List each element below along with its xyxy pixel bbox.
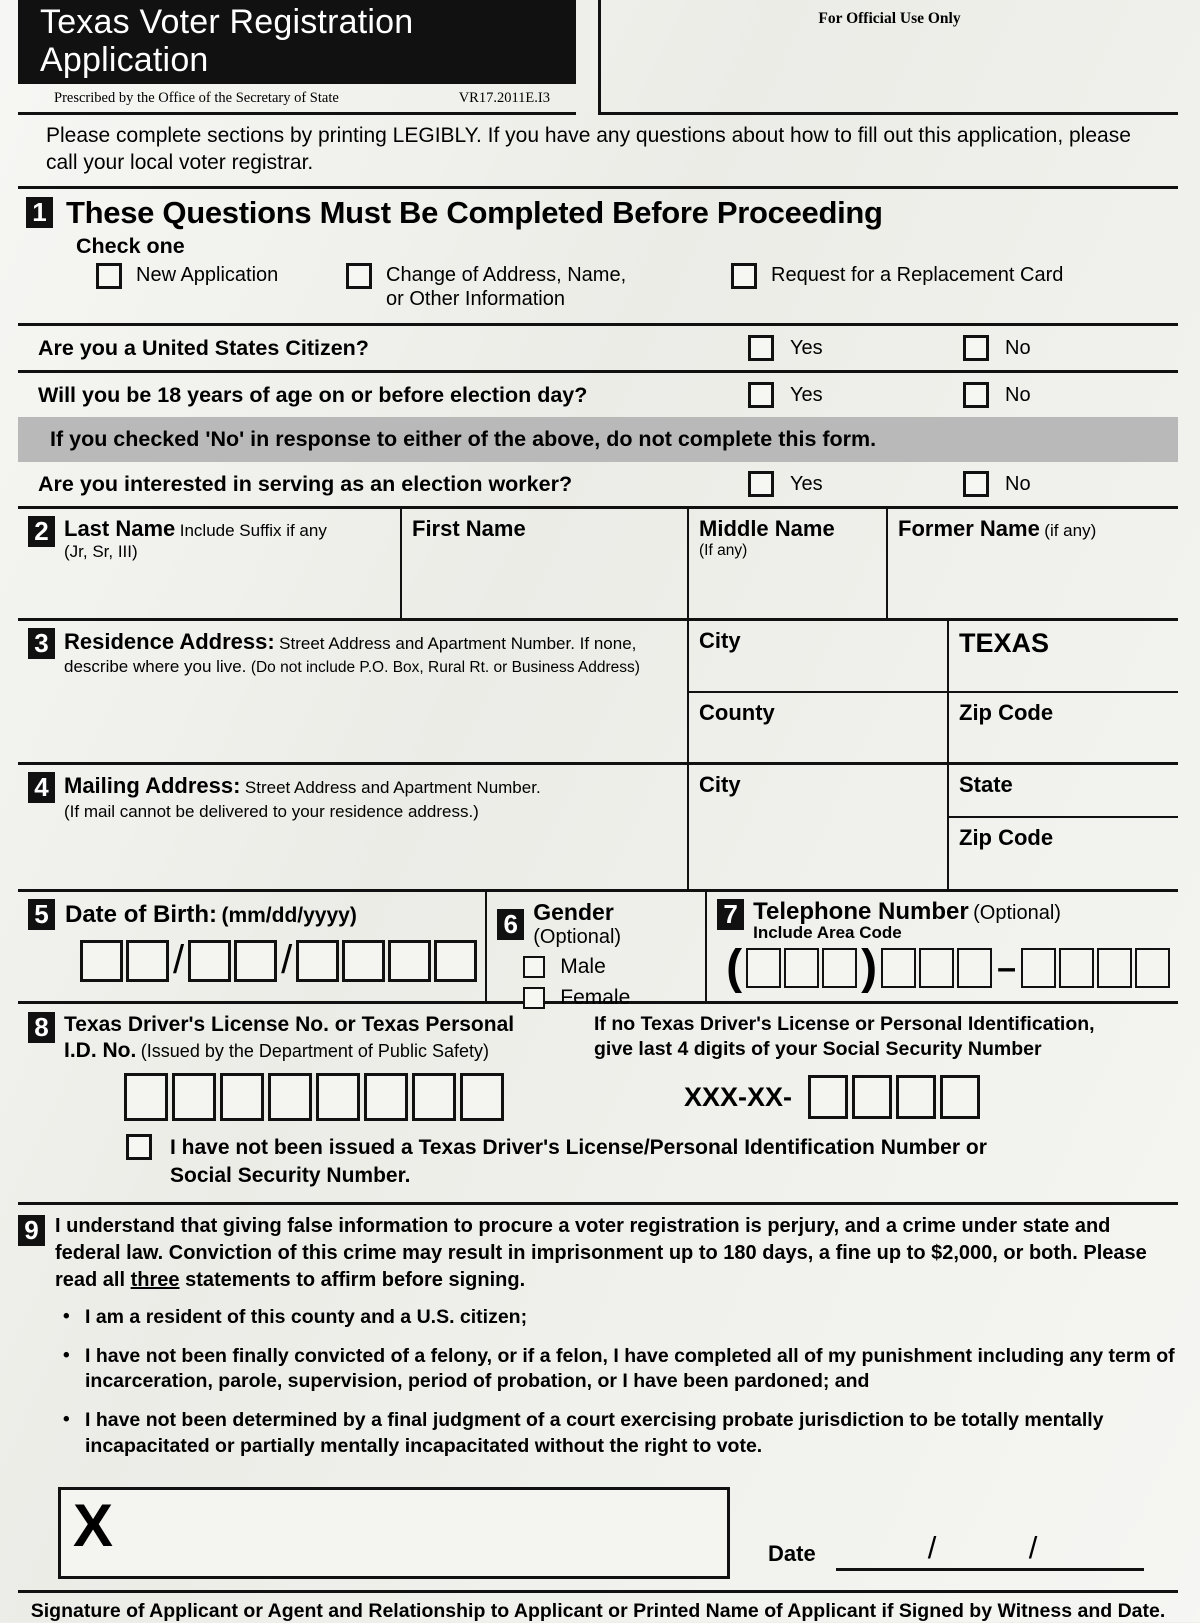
checkbox-replacement-card[interactable] <box>731 263 757 289</box>
label-no-id-line1: I have not been issued a Texas Driver's License/Personal Identification Number or <box>170 1136 987 1160</box>
checkbox-age-yes[interactable] <box>748 382 774 408</box>
sub-label-include-area-code: Include Area Code <box>753 923 902 943</box>
affirmation-statement-2: • I have not been finally convicted of a felony, or if a felon, I have completed all of my punishment including any term of incarceration, parole, supervision, period of probation, or I have been pardoned; and <box>55 1344 1178 1395</box>
label-last-name: Last Name <box>64 516 176 542</box>
dl-box-6[interactable] <box>364 1073 408 1121</box>
value-residence-state: TEXAS <box>959 628 1050 659</box>
label-mailing-state: State <box>959 772 1013 798</box>
date-slash-2: / <box>1028 1529 1038 1565</box>
check-one-label: Check one <box>76 233 185 258</box>
label-residence-address: Residence Address: <box>64 629 275 655</box>
ssn-note-line2: give last 4 digits of your Social Security Number <box>594 1038 1042 1061</box>
label-drivers-license-line1: Texas Driver's License No. or Texas Personal <box>64 1013 515 1037</box>
label-date-of-birth: Date of Birth: <box>65 900 217 928</box>
residence-city-county-column <box>687 621 947 762</box>
field-mailing-address[interactable] <box>18 765 687 889</box>
label-citizen-no: No <box>1005 336 1031 359</box>
question-citizen-text: Are you a United States Citizen? <box>38 335 369 360</box>
question-citizen-no[interactable] <box>963 335 1178 361</box>
label-date: Date <box>768 1540 816 1566</box>
question-election-worker-yes[interactable] <box>748 471 963 497</box>
affirmation-intro <box>55 1213 1178 1294</box>
question-election-worker-text: Are you interested in serving as an election worker? <box>38 471 573 496</box>
checkbox-gender-male[interactable] <box>523 956 545 978</box>
telephone-area-box-1[interactable] <box>746 948 781 988</box>
option-replacement-card[interactable] <box>731 263 1063 311</box>
section-9 <box>18 1202 1178 1579</box>
label-telephone: Telephone Number <box>753 898 969 926</box>
telephone-prefix-box-1[interactable] <box>881 948 916 988</box>
section-1 <box>18 189 1178 506</box>
field-residence-city[interactable] <box>689 621 947 693</box>
label-new-application: New Application <box>136 263 279 286</box>
section-6 <box>485 892 705 1010</box>
telephone-area-box-2[interactable] <box>784 948 819 988</box>
checkbox-election-worker-yes[interactable] <box>748 471 774 497</box>
ssn-box-3[interactable] <box>896 1075 936 1119</box>
warning-banner: If you checked 'No' in response to either of the above, do not complete this form. <box>18 417 1178 462</box>
label-election-worker-yes: Yes <box>790 472 823 495</box>
question-age-text: Will you be 18 years of age on or before election day? <box>38 382 588 407</box>
label-gender: Gender <box>533 899 614 926</box>
dob-month-box-2[interactable] <box>126 940 169 982</box>
checkbox-no-id[interactable] <box>126 1134 152 1160</box>
checkbox-age-no[interactable] <box>963 382 989 408</box>
section-8-number: 8 <box>28 1012 55 1043</box>
section-5-number: 5 <box>28 899 55 930</box>
field-residence-address[interactable] <box>18 621 687 762</box>
dob-year-box-1[interactable] <box>296 940 339 982</box>
telephone-boxes[interactable] <box>717 940 1170 994</box>
date-slash-1: / <box>927 1529 937 1565</box>
dl-box-4[interactable] <box>268 1073 312 1121</box>
question-age <box>18 373 1178 417</box>
section-5 <box>18 892 485 1001</box>
checkbox-citizen-yes[interactable] <box>748 335 774 361</box>
affirmation-statement-1: • I am a resident of this county and a U.S. citizen; <box>55 1305 1178 1331</box>
affirmation-statements <box>55 1305 1178 1460</box>
field-residence-zip[interactable] <box>949 693 1178 762</box>
field-residence-county[interactable] <box>689 693 947 762</box>
affirmation-statement-3: • I have not been determined by a final judgment of a court exercising probate jurisdiction to be totally mentally incapacitated or partially mentally incapacitated without the right to vote. <box>55 1408 1178 1459</box>
option-new-application[interactable] <box>96 263 346 311</box>
telephone-dash: – <box>997 948 1016 987</box>
ssn-mask-label: XXX-XX- <box>684 1081 793 1112</box>
telephone-line-box-3[interactable] <box>1097 948 1132 988</box>
dob-day-box-2[interactable] <box>234 940 277 982</box>
dl-box-5[interactable] <box>316 1073 360 1121</box>
affirmation-intro-part2: statements to affirm before signing. <box>179 1268 526 1291</box>
label-age-yes: Yes <box>790 383 823 406</box>
section-9-content <box>45 1213 1178 1473</box>
hint-last-name-suffix: Include Suffix if any <box>179 521 327 541</box>
date-input-line[interactable] <box>836 1529 1144 1571</box>
affirmation-intro-part1: I understand that giving false information to procure a voter registration is perjury, and a crime under state and federal law. Conviction of this crime may result in imprisonment up to 180 days, a fine up to $2,000, or both. Please read all <box>55 1214 1147 1291</box>
desc-mailing-address-2: (If mail cannot be delivered to your residence address.) <box>64 801 479 821</box>
date-of-birth-boxes[interactable] <box>28 930 477 983</box>
question-citizen-yes[interactable] <box>748 335 963 361</box>
signature-area <box>18 1473 1178 1579</box>
field-last-name[interactable] <box>18 509 400 618</box>
telephone-prefix-box-2[interactable] <box>919 948 954 988</box>
option-gender-male[interactable] <box>497 949 697 979</box>
prescribed-by-text: Prescribed by the Office of the Secretary of State <box>54 90 339 107</box>
dl-box-8[interactable] <box>460 1073 504 1121</box>
section-8 <box>18 1001 1178 1202</box>
section-7-header <box>717 899 1170 943</box>
field-mailing-zip[interactable] <box>949 818 1178 889</box>
question-citizen <box>18 326 1178 370</box>
section-1-header <box>18 189 1178 231</box>
prescribed-line <box>18 84 576 115</box>
desc-mailing-address: Street Address and Apartment Number. <box>244 778 541 798</box>
official-use-label: For Official Use Only <box>818 10 961 27</box>
label-mailing-city: City <box>699 772 741 798</box>
dob-month-box-1[interactable] <box>80 940 123 982</box>
hint-former-name: (if any) <box>1044 521 1097 541</box>
signature-field[interactable] <box>58 1487 730 1579</box>
hint-last-name-suffix-examples: (Jr, Sr, III) <box>64 542 138 562</box>
dob-separator-2: / <box>281 938 293 983</box>
dob-year-box-2[interactable] <box>342 940 385 982</box>
ssn-box-2[interactable] <box>852 1075 892 1119</box>
checkbox-gender-female[interactable] <box>523 987 545 1009</box>
desc-residence-address: Street Address and Apartment Number. If none, describe where you live. <box>64 634 637 676</box>
header-left <box>0 0 598 115</box>
telephone-prefix-box-3[interactable] <box>957 948 992 988</box>
ssn-note-block <box>578 1012 1178 1063</box>
section-7 <box>705 892 1178 1001</box>
telephone-line-box-1[interactable] <box>1021 948 1056 988</box>
section-8-header-row <box>18 1004 1178 1063</box>
form-code: VR17.2011E.I3 <box>458 90 550 107</box>
form-header <box>0 0 1200 115</box>
application-type-options <box>18 263 1178 323</box>
question-age-no[interactable] <box>963 382 1178 408</box>
section-2-number: 2 <box>28 516 55 547</box>
section-7-number: 7 <box>717 899 744 930</box>
dl-box-1[interactable] <box>124 1073 168 1121</box>
section-4-number: 4 <box>28 772 55 803</box>
ssn-box-1[interactable] <box>808 1075 848 1119</box>
field-first-name[interactable] <box>400 509 687 618</box>
dob-separator-1: / <box>173 938 185 983</box>
date-field-group <box>730 1529 1144 1579</box>
label-mailing-zip: Zip Code <box>959 825 1054 851</box>
dl-box-2[interactable] <box>172 1073 216 1121</box>
checkbox-citizen-no[interactable] <box>963 335 989 361</box>
label-change-of-address <box>386 263 626 311</box>
section-6-header <box>497 899 697 949</box>
label-residence-city: City <box>699 628 741 654</box>
ssn-box-4[interactable] <box>940 1075 980 1119</box>
section-1-title: These Questions Must Be Completed Before Proceeding <box>66 194 883 230</box>
dob-year-box-4[interactable] <box>434 940 477 982</box>
telephone-close-paren: ) <box>861 940 878 994</box>
dl-box-7[interactable] <box>412 1073 456 1121</box>
label-no-id-line2: Social Security Number. <box>170 1163 411 1187</box>
section-2 <box>18 506 1178 618</box>
option-change-of-address[interactable] <box>346 263 731 311</box>
label-replacement-card: Request for a Replacement Card <box>771 263 1064 286</box>
field-mailing-city[interactable] <box>687 765 947 889</box>
signature-caption: Signature of Applicant or Agent and Relationship to Applicant or Printed Name of Applicant if Signed by Witness and Date. <box>18 1590 1178 1623</box>
signature-x-mark: X <box>73 1491 114 1559</box>
dob-day-box-1[interactable] <box>188 940 231 982</box>
question-election-worker-no[interactable] <box>963 471 1178 497</box>
sections-5-6-7 <box>18 889 1178 1010</box>
ssn-note-line1: If no Texas Driver's License or Personal Identification, <box>594 1013 1095 1036</box>
mailing-state-zip-column <box>947 765 1178 889</box>
label-first-name: First Name <box>412 516 526 542</box>
label-change-line2: or Other Information <box>386 287 565 310</box>
dob-year-box-3[interactable] <box>388 940 431 982</box>
hint-middle-name: (If any) <box>699 542 748 560</box>
checkbox-change-of-address[interactable] <box>346 263 372 289</box>
section-6-number: 6 <box>497 909 524 940</box>
label-former-name: Former Name <box>898 516 1040 542</box>
label-age-no: No <box>1005 383 1031 406</box>
hint-telephone-optional: (Optional) <box>973 902 1061 925</box>
section-8-boxes-row <box>18 1063 1178 1121</box>
hint-gender-optional: (Optional) <box>533 926 622 949</box>
label-residence-county: County <box>699 700 775 726</box>
checkbox-new-application[interactable] <box>96 263 122 289</box>
telephone-open-paren: ( <box>726 940 743 994</box>
dl-box-3[interactable] <box>220 1073 264 1121</box>
label-election-worker-no: No <box>1005 472 1031 495</box>
page-title: Texas Voter Registration Application <box>18 0 576 84</box>
label-residence-zip: Zip Code <box>959 700 1054 726</box>
field-residence-state <box>949 621 1178 693</box>
residence-state-zip-column <box>947 621 1178 762</box>
section-9-number: 9 <box>18 1215 45 1246</box>
section-5-header <box>28 899 477 930</box>
section-8-label-block <box>18 1012 578 1063</box>
option-gender-female[interactable] <box>497 979 697 1010</box>
label-mailing-address: Mailing Address: <box>64 773 241 799</box>
label-gender-male: Male <box>560 955 606 979</box>
telephone-area-box-3[interactable] <box>822 948 857 988</box>
instructions-text: Please complete sections by printing LEGIBLY. If you have any questions about how to fill out this application, please call your local voter registrar. <box>18 115 1178 189</box>
label-gender-female: Female <box>560 986 631 1010</box>
question-age-yes[interactable] <box>748 382 963 408</box>
format-date-of-birth: (mm/dd/yyyy) <box>221 903 357 927</box>
field-middle-name[interactable] <box>687 509 886 618</box>
telephone-line-box-2[interactable] <box>1059 948 1094 988</box>
telephone-line-box-4[interactable] <box>1135 948 1170 988</box>
section-4 <box>18 762 1178 889</box>
section-3 <box>18 618 1178 762</box>
field-former-name[interactable] <box>886 509 1178 618</box>
official-use-box <box>598 0 1178 115</box>
affirmation-underlined-word: three <box>130 1268 180 1291</box>
label-change-line1: Change of Address, Name, <box>386 263 627 286</box>
drivers-license-boxes[interactable] <box>18 1073 504 1121</box>
ssn-last4-group <box>504 1075 980 1119</box>
checkbox-election-worker-no[interactable] <box>963 471 989 497</box>
label-middle-name: Middle Name <box>699 516 835 542</box>
label-citizen-yes: Yes <box>790 336 823 359</box>
desc-residence-address-2: (Do not include P.O. Box, Rural Rt. or Business Address) <box>250 658 640 676</box>
hint-drivers-license-issuer: (Issued by the Department of Public Safety) <box>140 1040 489 1061</box>
section-1-number: 1 <box>26 197 53 228</box>
section-3-number: 3 <box>28 628 55 659</box>
option-no-id[interactable] <box>18 1121 1178 1202</box>
question-election-worker <box>18 462 1178 506</box>
label-drivers-license-line2: I.D. No. <box>64 1038 137 1062</box>
field-mailing-state[interactable] <box>949 765 1178 818</box>
